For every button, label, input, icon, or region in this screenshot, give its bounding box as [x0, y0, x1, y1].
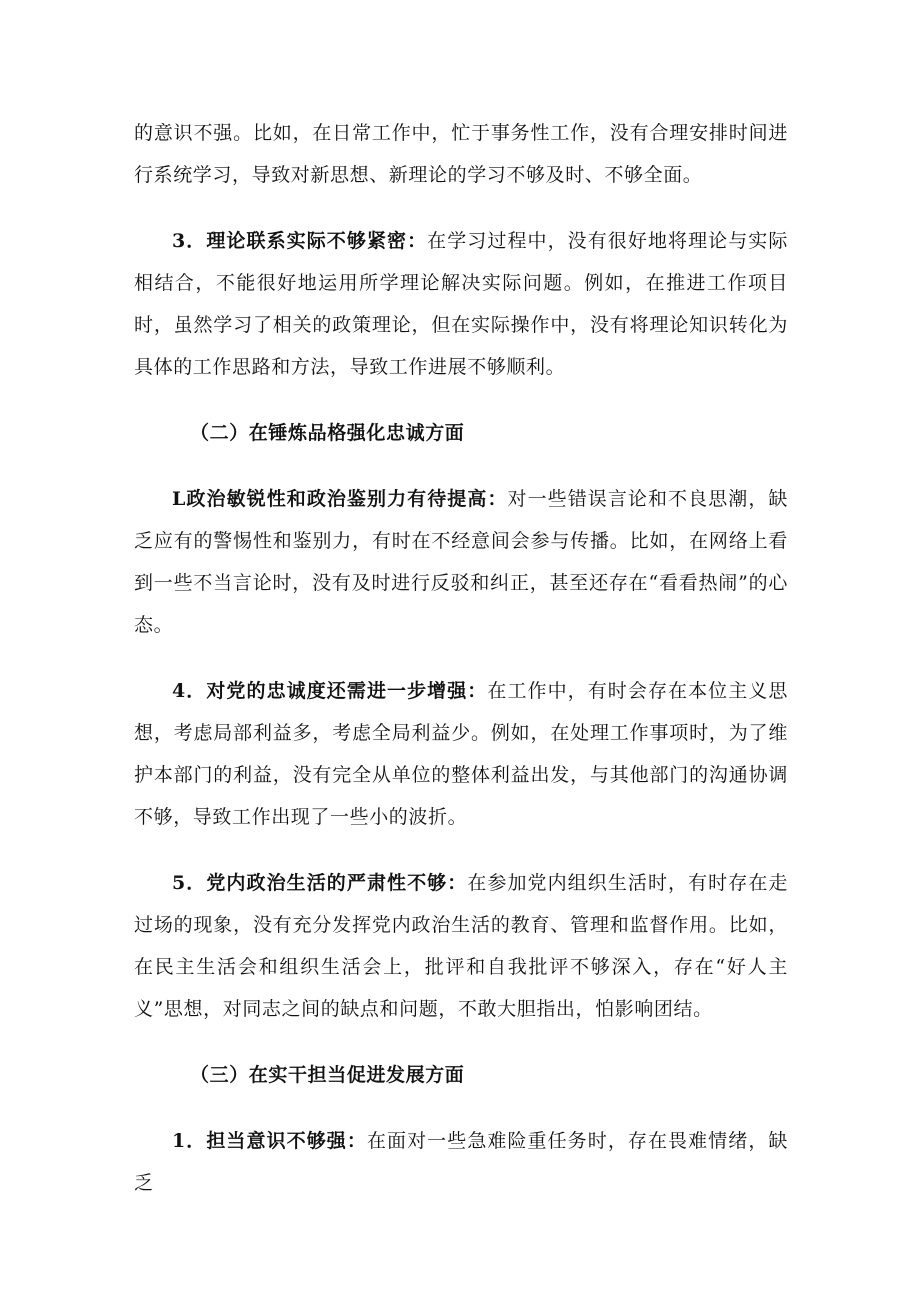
paragraph-continuation [134, 112, 788, 196]
paragraph-lead: 3．理论联系实际不够紧密： [172, 230, 428, 252]
section-heading-2: （二）在锤炼品格强化忠诚方面 [190, 422, 465, 444]
paragraph-lead: 1．担当意识不够强： [172, 1130, 367, 1152]
paragraph-text: 在学习过程中，没有很好地将理论与实际相结合，不能很好地运用所学理论解决实际问题。例如，在推进工作项目时，虽然学习了相关的政策理论，但在实际操作中，没有将理论知识转化为具体的工作思路和方法，导致工作进展不够顺利。 [134, 230, 788, 378]
paragraph-responsibility [134, 1120, 788, 1204]
paragraph-theory-practice [134, 220, 788, 388]
section-heading-3: （三）在实干担当促进发展方面 [190, 1064, 465, 1086]
paragraph-text: 对一些错误言论和不良思潮，缺乏应有的警惕性和鉴别力，有时在不经意间会参与传播。比如，在网络上看到一些不当言论时，没有及时进行反驳和纠正，甚至还存在“看看热闹”的心态。 [134, 488, 788, 636]
paragraph-lead: L政治敏锐性和政治鉴别力有待提高： [172, 488, 508, 510]
paragraph-text: 的意识不强。比如，在日常工作中，忙于事务性工作，没有合理安排时间进行系统学习，导致对新思想、新理论的学习不够及时、不够全面。 [134, 122, 788, 186]
paragraph-text: 在工作中，有时会存在本位主义思想，考虑局部利益多，考虑全局利益少。例如，在处理工作事项时，为了维护本部门的利益，没有完全从单位的整体利益出发，与其他部门的沟通协调不够，导致工作出现了一些小的波折。 [134, 680, 788, 828]
paragraph-lead: 4．对党的忠诚度还需进一步增强： [172, 680, 488, 702]
paragraph-party-life [134, 862, 788, 1030]
paragraph-political-sensitivity [134, 478, 788, 646]
paragraph-lead: 5．党内政治生活的严肃性不够： [172, 872, 468, 894]
paragraph-text: 在参加党内组织生活时，有时存在走过场的现象，没有充分发挥党内政治生活的教育、管理和监督作用。比如，在民主生活会和组织生活会上，批评和自我批评不够深入，存在“好人主义”思想，对同志之间的缺点和问题，不敢大胆指出，怕影响团结。 [134, 872, 788, 1020]
paragraph-loyalty [134, 670, 788, 838]
paragraph-text: 在面对一些急难险重任务时，存在畏难情绪，缺乏 [134, 1130, 788, 1194]
document-body [134, 112, 788, 1228]
